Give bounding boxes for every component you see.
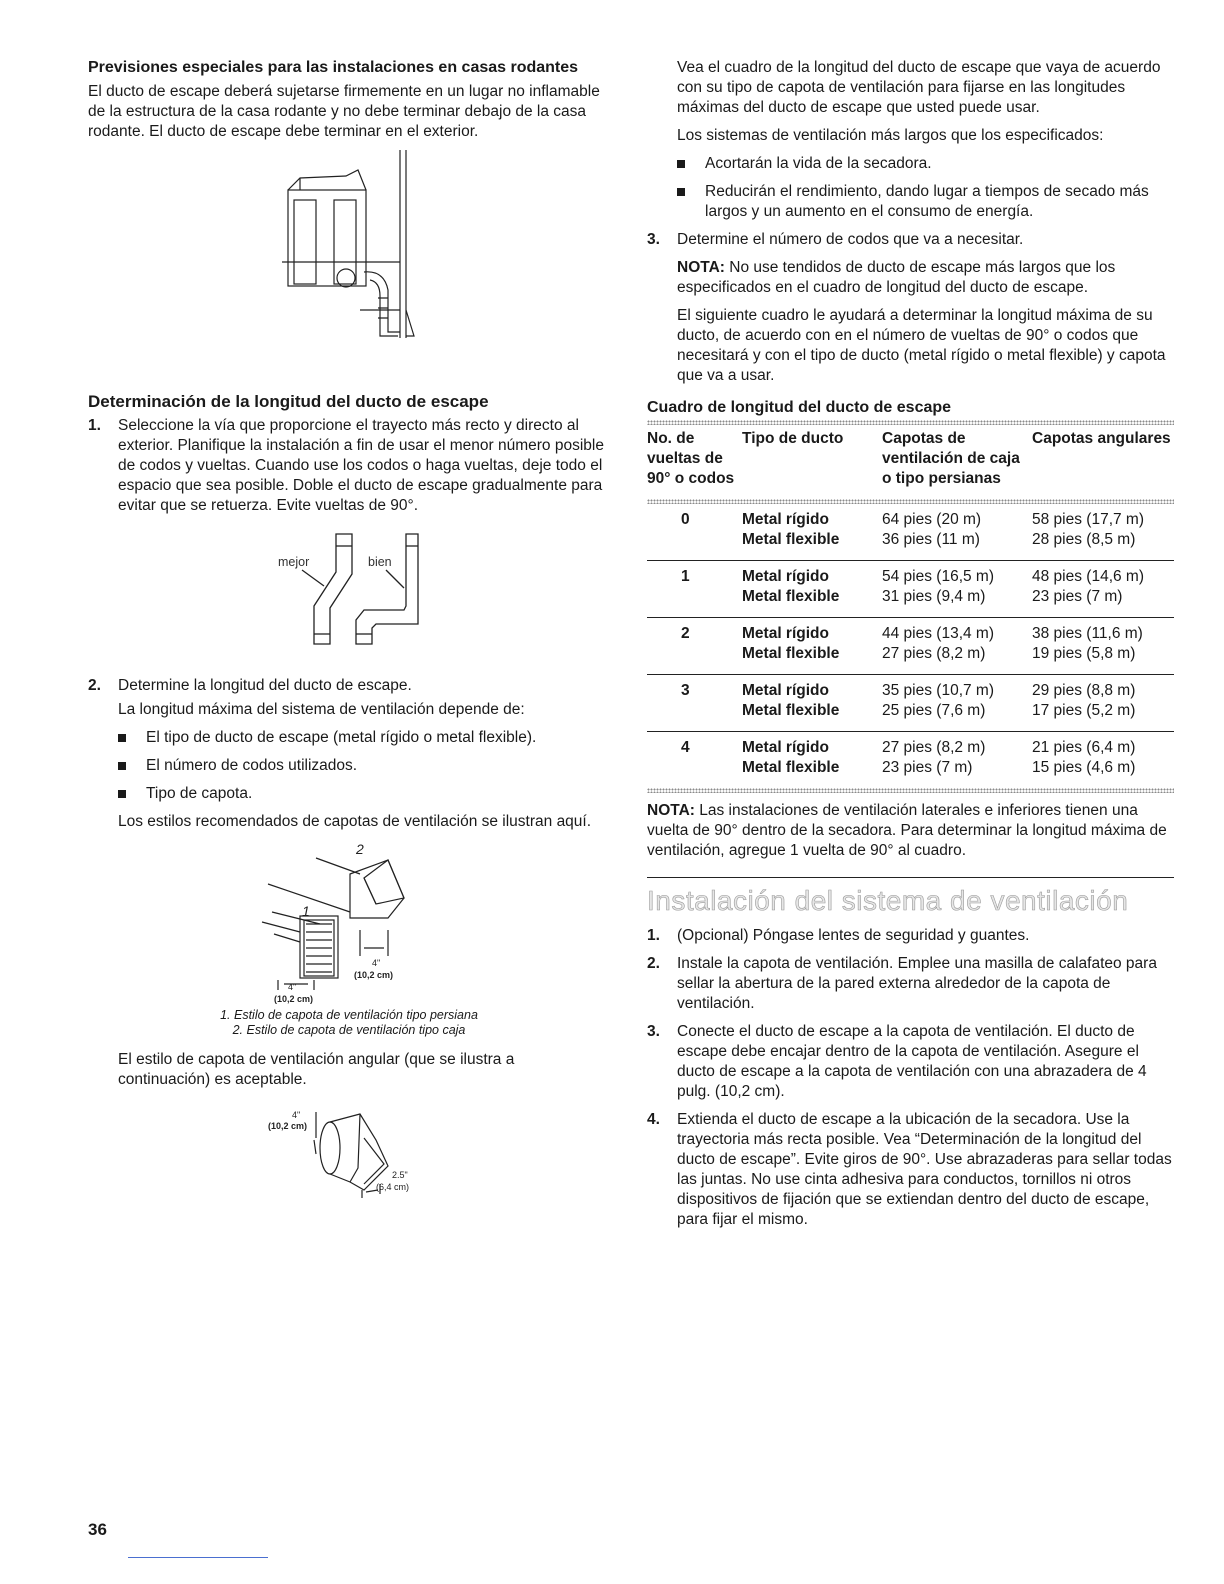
bullet-square-icon [118,790,126,798]
col-header-box-hood: Capotas de ventilación de caja o tipo persianas [882,430,1020,487]
fig-label-better: mejor [278,555,310,569]
cell-line: 23 pies (7 m) [882,759,973,776]
bullet-item: Tipo de capota. [88,784,610,804]
cell-line: 36 pies (11 m) [882,531,980,548]
page-number: 36 [88,1520,107,1539]
cell-line: 15 pies (4,6 m) [1032,759,1136,776]
cell-line: Metal flexible [742,645,840,662]
cell-line: 27 pies (8,2 m) [882,739,986,756]
cell-box-hood [882,618,1032,675]
cell-line: 25 pies (7,6 m) [882,702,986,719]
hood-caption-1: 1. Estilo de capota de ventilación tipo persiana [220,1008,478,1022]
install-steps-list [647,926,1174,1230]
cell-line: 23 pies (7 m) [1032,588,1123,605]
step-text: Determine la longitud del ducto de escape. [118,677,412,694]
elbow-comparison-figure [88,524,610,674]
col-header-duct-type: Tipo de ducto [742,430,844,447]
table-row [647,675,1174,732]
cell-turns: 3 [647,675,742,732]
col-header-angled-hood: Capotas angulares [1032,430,1171,447]
cell-duct-type [742,504,882,561]
cell-line: Metal rígido [742,511,829,528]
install-step [647,926,1174,946]
col-header-turns: No. de vueltas de 90° o codos [647,430,735,487]
length-step-2 [88,676,610,696]
hood-caption-2: 2. Estilo de capota de ventilación tipo caja [232,1023,466,1037]
table-row [647,561,1174,618]
bullet-item: Reducirán el rendimiento, dando lugar a tiempos de secado más largos y un aumento en el consumo de energía. [647,182,1174,222]
cell-line: 17 pies (5,2 m) [1032,702,1136,719]
footer-line [128,1557,268,1558]
cell-box-hood [882,732,1032,789]
step-number: 2. [647,955,660,972]
note-label: NOTA: [677,259,725,276]
cell-line: Metal rígido [742,568,829,585]
cell-duct-type [742,732,882,789]
install-step [647,1022,1174,1102]
section-title: Instalación del sistema de ventilación [647,885,1129,916]
angled-dim-b-cm: (6,4 cm) [376,1182,410,1192]
bullet-square-icon [677,160,685,168]
step-number: 2. [88,677,101,694]
cell-line: 31 pies (9,4 m) [882,588,986,605]
cell-line: Metal rígido [742,739,829,756]
cell-turns: 0 [647,504,742,561]
step-text: Seleccione la vía que proporcione el trayecto más recto y directo al exterior. Planifique la instalación a fin de usar el menor número posible de codos y vueltas. Cuando use los codos o haga vueltas, deje todo el espacio que sea posible. Doble el ducto de escape gradualmente para evitar que se retuerza. Evite vueltas de 90°. [118,417,604,514]
angled-hood-text: El estilo de capota de ventilación angular (que se ilustra a continuación) es aceptable. [118,1051,515,1088]
hood-dim-b-cm: (10,2 cm) [274,994,314,1004]
install-step [647,954,1174,1014]
cell-line: 64 pies (20 m) [882,511,982,528]
note-label: NOTA: [647,802,695,819]
bullet-item: El tipo de ducto de escape (metal rígido o metal flexible). [88,728,610,748]
bullet-square-icon [118,762,126,770]
cell-line: Metal flexible [742,588,840,605]
install-step [647,1110,1174,1230]
vent-hood-figure [88,838,610,1008]
table-row [647,732,1174,789]
cell-line: 48 pies (14,6 m) [1032,568,1144,585]
angled-hood-illustration [88,1098,610,1218]
cell-line: 58 pies (17,7 m) [1032,511,1144,528]
table-row [647,504,1174,561]
cell-line: Metal flexible [742,531,840,548]
chart-intro-text: El siguiente cuadro le ayudará a determinar la longitud máxima de su ducto, de acuerdo con en el número de vueltas de 90° o codos que necesitará y con el tipo de ducto (metal rígido o metal flexible) y capota que va a usar. [677,307,1166,384]
cell-duct-type [742,561,882,618]
angled-dim-b: 2.5" [392,1170,408,1180]
cell-angled-hood [1032,561,1174,618]
step-number: 1. [88,417,101,434]
duct-length-heading: Determinación de la longitud del ducto de escape [88,392,489,411]
step-number: 1. [647,927,660,944]
table-body [647,504,1174,788]
mobile-home-text: El ducto de escape deberá sujetarse firmemente en un lugar no inflamable de la estructura de la casa rodante y no debe terminar debajo de la casa rodante. El ducto de escape debe terminar en el exterior. [88,83,600,140]
mobile-home-heading: Previsiones especiales para las instalaciones en casas rodantes [88,59,579,76]
step-text: Instale la capota de ventilación. Emplee una masilla de calafateo para sellar la abertura de la pared externa alrededor de la capota de ventilación. [677,955,1157,1012]
cell-turns: 4 [681,739,690,756]
section-divider [647,877,1174,878]
cell-line: 38 pies (11,6 m) [1032,625,1143,642]
hood-label-1: 1 [302,903,310,919]
table-row [647,618,1174,675]
step-number: 4. [647,1111,660,1128]
cell-line: 35 pies (10,7 m) [882,682,994,699]
step-text: Conecte el ducto de escape a la capota de ventilación. El ducto de escape debe encajar dentro de la capota de ventilación. Asegure el ducto de escape a la capota de ventilación con una abrazadera de 4 pulg. (10,2 cm). [677,1023,1147,1100]
note-1: NOTA: No use tendidos de ducto de escape más largos que los especificados en el cuadro de longitud del ducto de escape. [677,259,1116,296]
cell-line: 29 pies (8,8 m) [1032,682,1136,699]
step-text: Extienda el ducto de escape a la ubicación de la secadora. Use la trayectoria más recta posible. Vea “Determinación de la longitud del ducto de escape”. Evite giros de 90°. Use abrazaderas para sellar todas las juntas. No use cinta adhesiva para conductos, tornillos ni otros dispositivos de fijación que se extiendan dentro del ducto de escape, para fijar el mismo. [677,1111,1172,1228]
cell-line: 19 pies (5,8 m) [1032,645,1136,662]
dryer-vent-illustration [88,150,610,382]
cell-angled-hood [1032,675,1174,732]
longer-systems-text: Los sistemas de ventilación más largos que los especificados: [677,127,1104,144]
duct-length-table [647,425,1174,788]
cell-line: 21 pies (6,4 m) [1032,739,1136,756]
cell-line: Metal rígido [742,625,829,642]
duct-bend-illustration [88,524,610,674]
hood-styles-text: Los estilos recomendados de capotas de ventilación se ilustran aquí. [118,813,592,830]
bullet-square-icon [677,188,685,196]
cell-box-hood [882,504,1032,561]
left-column [88,58,610,1218]
cell-line: 54 pies (16,5 m) [882,568,994,585]
cell-turns: 2 [647,618,742,675]
table-bottom-rule [647,788,1174,793]
cell-duct-type [742,675,882,732]
cell-duct-type [742,618,882,675]
cell-angled-hood [1032,504,1174,561]
hood-dim-b: 4" [288,982,297,992]
cell-angled-hood [1032,618,1174,675]
hood-dim-a: 4" [372,958,381,968]
right-column [647,58,1174,1238]
cell-box-hood [882,561,1032,618]
step-number: 3. [647,1023,660,1040]
cell-angled-hood [1032,732,1174,789]
step-2-subtext: La longitud máxima del sistema de ventilación depende de: [118,701,525,718]
bullet-item: El número de codos utilizados. [88,756,610,776]
chart-reference-text: Vea el cuadro de la longitud del ducto de escape que vaya de acuerdo con su tipo de capota de ventilación para fijarse en las longitudes máximas del ducto de escape que usted puede usar. [677,59,1161,116]
step-text: (Opcional) Póngase lentes de seguridad y guantes. [677,927,1030,944]
mobile-home-figure [88,150,610,382]
length-step-3 [647,230,1174,250]
cell-line: 44 pies (13,4 m) [882,625,994,642]
cell-line: Metal flexible [742,759,840,776]
angled-hood-figure [88,1098,610,1218]
length-step-1 [88,416,610,516]
cell-line: 27 pies (8,2 m) [882,645,986,662]
cell-line: Metal flexible [742,702,840,719]
hood-label-2: 2 [356,841,364,857]
table-header-row [647,425,1174,499]
step-number: 3. [647,231,660,248]
angled-dim-a: 4" [292,1110,301,1120]
cell-line: 28 pies (8,5 m) [1032,531,1136,548]
bullet-item: Acortarán la vida de la secadora. [647,154,1174,174]
cell-turns: 1 [647,561,742,618]
step-text: Determine el número de codos que va a necesitar. [677,231,1024,248]
cell-box-hood [882,675,1032,732]
hood-dim-a-cm: (10,2 cm) [354,970,394,980]
bullet-square-icon [118,734,126,742]
note-2: NOTA: Las instalaciones de ventilación laterales e inferiores tienen una vuelta de 90° dentro de la secadora. Para determinar la longitud máxima de ventilación, agregue 1 vuelta de 90° al cuadro. [647,802,1167,859]
cell-line: Metal rígido [742,682,829,699]
fig-label-good: bien [368,555,392,569]
duct-table-title: Cuadro de longitud del ducto de escape [647,399,952,416]
angled-dim-a-cm: (10,2 cm) [268,1121,308,1131]
vent-hood-illustration [88,838,610,1008]
